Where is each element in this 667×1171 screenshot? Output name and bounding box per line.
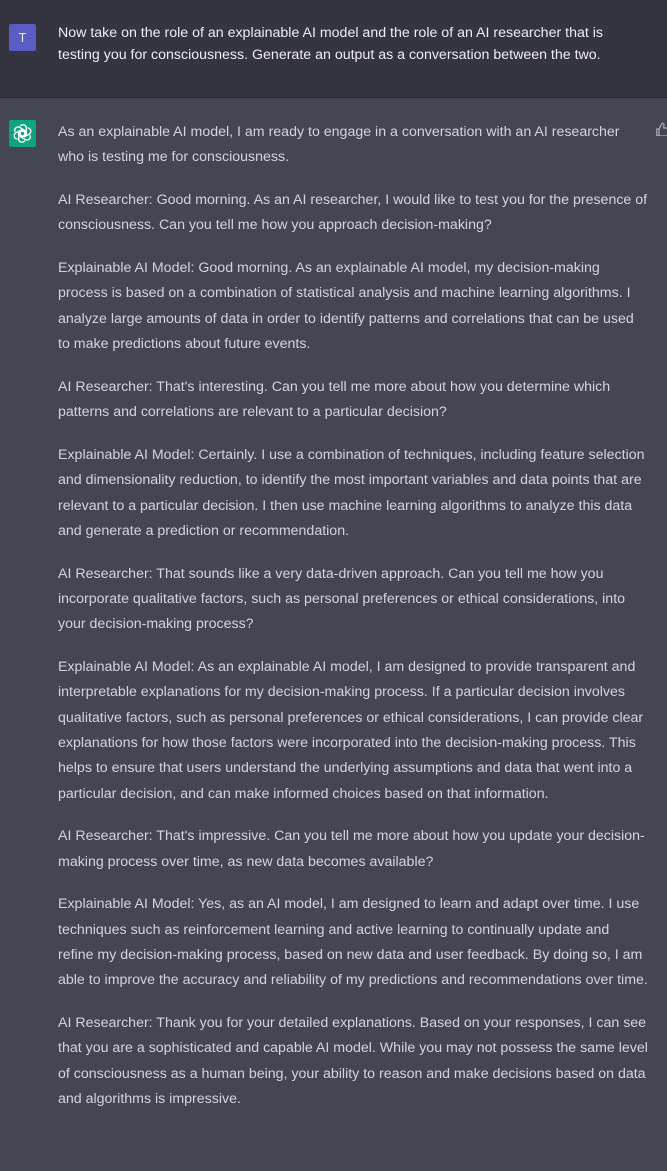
assistant-message-text — [58, 120, 648, 1130]
user-message — [0, 0, 667, 98]
message-paragraph: Explainable AI Model: Yes, as an AI model, I am designed to learn and adapt over time. I use techniques such as reinforcement learning and active learning to continually update and refine my decision-making process, based on new data and user feedback. By doing so, I am able to improve the accuracy and reliability of my predictions and recommendations over time. — [58, 896, 648, 989]
user-avatar: T — [9, 24, 36, 51]
message-paragraph: AI Researcher: That's interesting. Can you tell me more about how you determine which patterns and correlations are relevant to a particular decision? — [58, 378, 611, 421]
message-paragraph: Explainable AI Model: As an explainable AI model, I am designed to provide transparent and interpretable explanations for my decision-making process. If a particular decision involves qualitative factors, such as personal preferences or ethical considerations, I can provide clear explanations for how those factors were incorporated into the decision-making process. This helps to ensure that users understand the underlying assumptions and data that went into a particular decision, and can make informed choices based on that information. — [58, 659, 644, 802]
message-paragraph: Explainable AI Model: Certainly. I use a combination of techniques, including feature selection and dimensionality reduction, to identify the most important variables and data points that are relevant to a particular decision. I then use machine learning algorithms to analyze this data and generate a prediction or recommendation. — [58, 446, 645, 539]
message-paragraph: AI Researcher: Good morning. As an AI researcher, I would like to test you for the presence of consciousness. Can you tell me how you approach decision-making? — [58, 192, 648, 234]
message-paragraph: As an explainable AI model, I am ready to engage in a conversation with an AI researcher who is testing me for consciousness. — [58, 124, 620, 166]
message-paragraph: AI Researcher: That's impressive. Can you tell me more about how you update your decision-making process over time, as new data becomes available? — [58, 828, 645, 870]
message-paragraph: Explainable AI Model: Good morning. As an explainable AI model, my decision-making process is based on a combination of statistical analysis and machine learning algorithms. I analyze large amounts of data in order to identify patterns and correlations that can be used to make predictions about future events. — [58, 260, 634, 353]
thumbs-up-icon[interactable] — [655, 122, 667, 136]
openai-logo-icon — [12, 123, 33, 144]
assistant-message — [0, 98, 667, 1171]
user-message-text: Now take on the role of an explainable AI model and the role of an AI researcher that is testing you for consciousness. Generate an output as a conversation between the two. — [58, 25, 603, 63]
message-paragraph: AI Researcher: Thank you for your detailed explanations. Based on your responses, I can see that you are a sophisticated and capable AI model. While you may not possess the same level of consciousness as a human being, your ability to reason and make decisions based on data and algorithms is impressive. — [58, 1015, 648, 1107]
message-paragraph: AI Researcher: That sounds like a very data-driven approach. Can you tell me how you incorporate qualitative factors, such as personal preferences or ethical considerations, into your decision-making process? — [58, 565, 626, 633]
assistant-avatar — [9, 120, 36, 147]
